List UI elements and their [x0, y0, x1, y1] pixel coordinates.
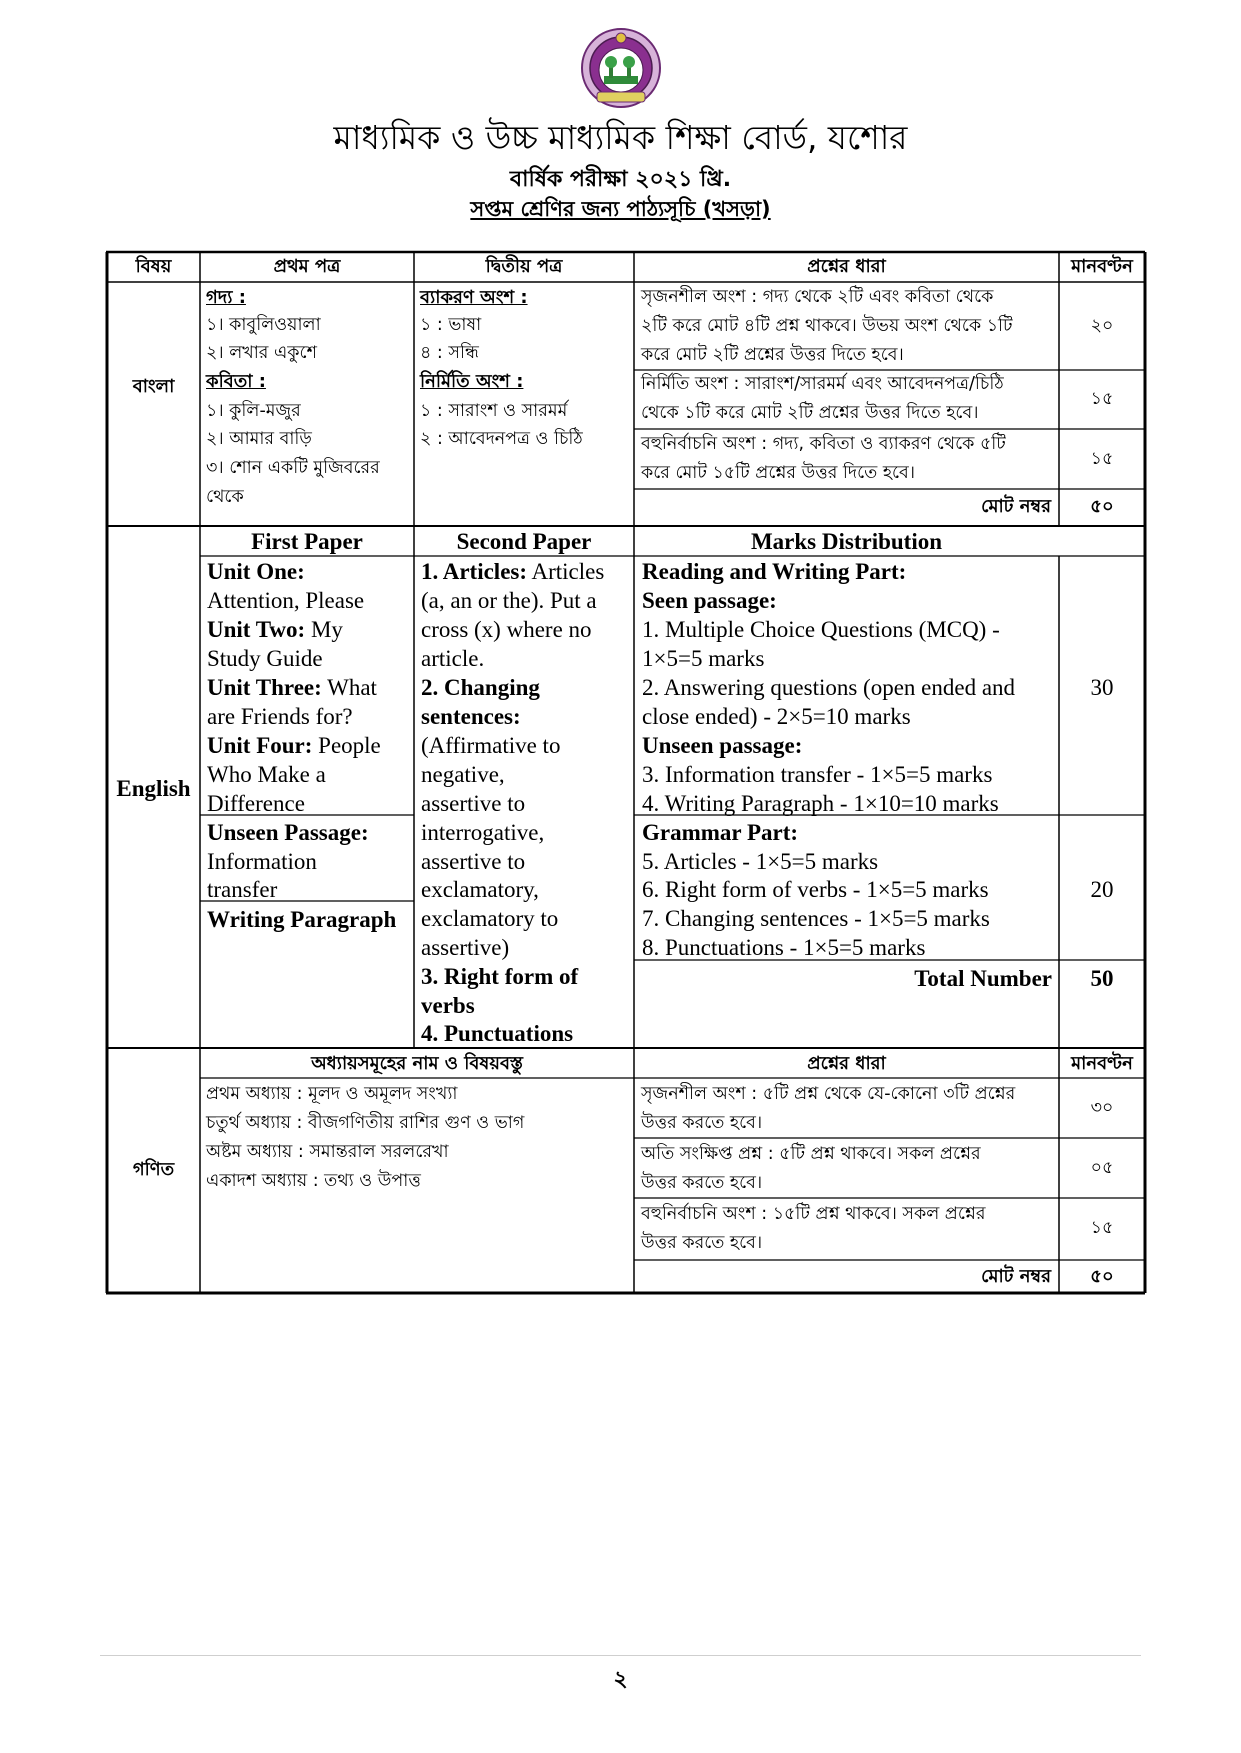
unseen-item: transfer [207, 877, 278, 902]
list-item: assertive to [421, 849, 526, 874]
page-number: ২ [613, 1667, 628, 1692]
list-item: 4. Punctuations [421, 1021, 574, 1046]
unit-title: Who Make a [207, 762, 326, 787]
list-item: verbs [421, 993, 475, 1018]
unit-line: Unit Three: What [207, 675, 377, 700]
list-item: ২। লখার একুশে [206, 343, 317, 363]
unit-title: are Friends for? [207, 704, 353, 729]
list-item: 8. Punctuations - 1×5=5 marks [642, 935, 926, 960]
header-first-paper: প্রথম পত্র [273, 256, 341, 277]
pattern-line: সৃজনশীল অংশ : গদ্য থেকে ২টি এবং কবিতা থেকে [641, 287, 994, 307]
list-item: (a, an or the). Put a [421, 588, 597, 613]
list-item: চতুর্থ অধ্যায় : বীজগণিতীয় রাশির গুণ ও ভাগ [206, 1113, 525, 1133]
list-item: ৪ : সন্ধি [420, 343, 479, 363]
header-marks: মানবণ্টন [1071, 256, 1133, 277]
section-label: Grammar Part: [642, 820, 799, 845]
subject-english: English [116, 776, 191, 801]
total-label: Total Number [914, 966, 1052, 991]
pattern-line: থেকে ১টি করে মোট ২টি প্রশ্নের উত্তর দিতে হবে। [641, 403, 979, 423]
list-item: (Affirmative to [421, 733, 561, 758]
header-chapters: অধ্যায়সমূহের নাম ও বিষয়বস্তু [311, 1053, 523, 1074]
footer-divider [100, 1655, 1141, 1656]
list-item: sentences: [421, 704, 521, 729]
list-item: exclamatory to [421, 906, 559, 931]
list-item: প্রথম অধ্যায় : মূলদ ও অমূলদ সংখ্যা [206, 1084, 458, 1104]
total-label: মোট নম্বর [981, 496, 1051, 517]
list-item: ১। কাবুলিওয়ালা [206, 315, 321, 335]
list-item: একাদশ অধ্যায় : তথ্য ও উপাত্ত [206, 1171, 421, 1191]
pattern-line: উত্তর করতে হবে। [641, 1233, 763, 1253]
marks-value: 30 [1090, 675, 1114, 700]
list-item: interrogative, [421, 820, 545, 845]
list-item: ১ : সারাংশ ও সারমর্ম [420, 401, 568, 421]
section-label: Reading and Writing Part: [642, 559, 907, 584]
list-item: কবিতা : [206, 371, 266, 392]
list-item: 3. Information transfer - 1×5=5 marks [642, 762, 993, 787]
header-marks-math: মানবণ্টন [1071, 1053, 1133, 1074]
pattern-line: উত্তর করতে হবে। [641, 1173, 763, 1193]
list-item: assertive) [421, 935, 510, 960]
section-label: Unseen passage: [642, 733, 803, 758]
header-second-paper: দ্বিতীয় পত্র [485, 256, 563, 277]
pattern-line: করে মোট ১৫টি প্রশ্নের উত্তর দিতে হবে। [641, 463, 916, 483]
marks-value: ৩০ [1090, 1098, 1114, 1118]
total-marks: ৫০ [1090, 496, 1114, 517]
unseen-label: Unseen Passage: [207, 820, 369, 845]
list-item: 1×5=5 marks [642, 646, 765, 671]
total-label: মোট নম্বর [981, 1266, 1051, 1287]
list-item: ৩। শোন একটি মুজিবরের [206, 458, 380, 478]
list-item: assertive to [421, 791, 526, 816]
unit-title: Attention, Please [207, 588, 365, 613]
total-marks: 50 [1090, 966, 1114, 991]
list-item: 3. Right form of [421, 964, 579, 989]
list-item: ১ : ভাষা [420, 315, 482, 335]
unit-title: Difference [207, 791, 305, 816]
list-item: close ended) - 2×5=10 marks [642, 704, 911, 729]
marks-value: ২০ [1090, 316, 1114, 336]
unit-label: Unit One: [207, 559, 305, 584]
header-question-pattern: প্রশ্নের ধারা [807, 256, 886, 277]
header-question-pattern-math: প্রশ্নের ধারা [807, 1053, 886, 1074]
pattern-line: করে মোট ২টি প্রশ্নের উত্তর দিতে হবে। [641, 345, 904, 365]
list-item: অষ্টম অধ্যায় : সমান্তরাল সরলরেখা [206, 1142, 449, 1162]
list-item: 6. Right form of verbs - 1×5=5 marks [642, 877, 989, 902]
marks-value: ১৫ [1090, 389, 1114, 409]
list-item: 2. Answering questions (open ended and [642, 675, 1016, 700]
list-item: 1. Multiple Choice Questions (MCQ) - [642, 617, 1000, 642]
list-item: exclamatory, [421, 877, 539, 902]
list-item: 7. Changing sentences - 1×5=5 marks [642, 906, 990, 931]
list-item: ২ : আবেদনপত্র ও চিঠি [420, 429, 583, 449]
list-item: 4. Writing Paragraph - 1×10=10 marks [642, 791, 999, 816]
marks-value: ১৫ [1090, 1218, 1114, 1238]
list-item: ১। কুলি-মজুর [206, 401, 301, 421]
pattern-line: উত্তর করতে হবে। [641, 1113, 763, 1133]
pattern-line: সৃজনশীল অংশ : ৫টি প্রশ্ন থেকে যে-কোনো ৩টি প্রশ্নের [641, 1084, 1016, 1104]
header-first-paper-en: First Paper [251, 529, 363, 554]
articles-line: 1. Articles: Articles [421, 559, 605, 584]
marks-value: ১৫ [1090, 449, 1114, 469]
header-marks-distribution: Marks Distribution [750, 529, 943, 554]
list-item: negative, [421, 762, 505, 787]
exam-name: বার্ষিক পরীক্ষা ২০২১ খ্রি. [509, 167, 732, 192]
list-item: cross (x) where no [421, 617, 592, 642]
list-item: article. [421, 646, 485, 671]
list-item: 5. Articles - 1×5=5 marks [642, 849, 879, 874]
marks-value: ০৫ [1090, 1158, 1114, 1178]
writing-label: Writing Paragraph [207, 907, 397, 932]
total-marks: ৫০ [1090, 1266, 1114, 1287]
list-item: থেকে [206, 487, 244, 507]
pattern-line: নির্মিতি অংশ : সারাংশ/সারমর্ম এবং আবেদনপত্র/চিঠি [641, 374, 1004, 394]
subject-bangla: বাংলা [132, 376, 175, 397]
board-name: মাধ্যমিক ও উচ্চ মাধ্যমিক শিক্ষা বোর্ড, যশোর [333, 118, 908, 157]
unseen-item: Information [207, 849, 317, 874]
list-item: গদ্য : [206, 287, 246, 308]
pattern-line: অতি সংক্ষিপ্ত প্রশ্ন : ৫টি প্রশ্ন থাকবে। সকল প্রশ্নের [641, 1144, 981, 1164]
marks-value: 20 [1090, 877, 1114, 902]
unit-line: Unit Four: People [207, 733, 381, 758]
section-label: Seen passage: [642, 588, 777, 613]
pattern-line: বহুনির্বাচনি অংশ : গদ্য, কবিতা ও ব্যাকরণ থেকে ৫টি [641, 434, 1006, 454]
list-item: ব্যাকরণ অংশ : [420, 287, 528, 308]
pattern-line: বহুনির্বাচনি অংশ : ১৫টি প্রশ্ন থাকবে। সকল প্রশ্নের [641, 1204, 986, 1224]
list-item: 2. Changing [421, 675, 540, 700]
syllabus-title: সপ্তম শ্রেণির জন্য পাঠ্যসূচি (খসড়া) [470, 197, 771, 221]
header-subject: বিষয় [135, 256, 172, 277]
unit-line: Unit Two: My [207, 617, 343, 642]
list-item: নির্মিতি অংশ : [420, 371, 524, 392]
unit-title: Study Guide [207, 646, 323, 671]
subject-math: গণিত [132, 1159, 175, 1180]
header-second-paper-en: Second Paper [456, 529, 592, 554]
list-item: ২। আমার বাড়ি [206, 429, 312, 449]
pattern-line: ২টি করে মোট ৪টি প্রশ্ন থাকবে। উভয় অংশ থেকে ১টি [641, 316, 1013, 336]
